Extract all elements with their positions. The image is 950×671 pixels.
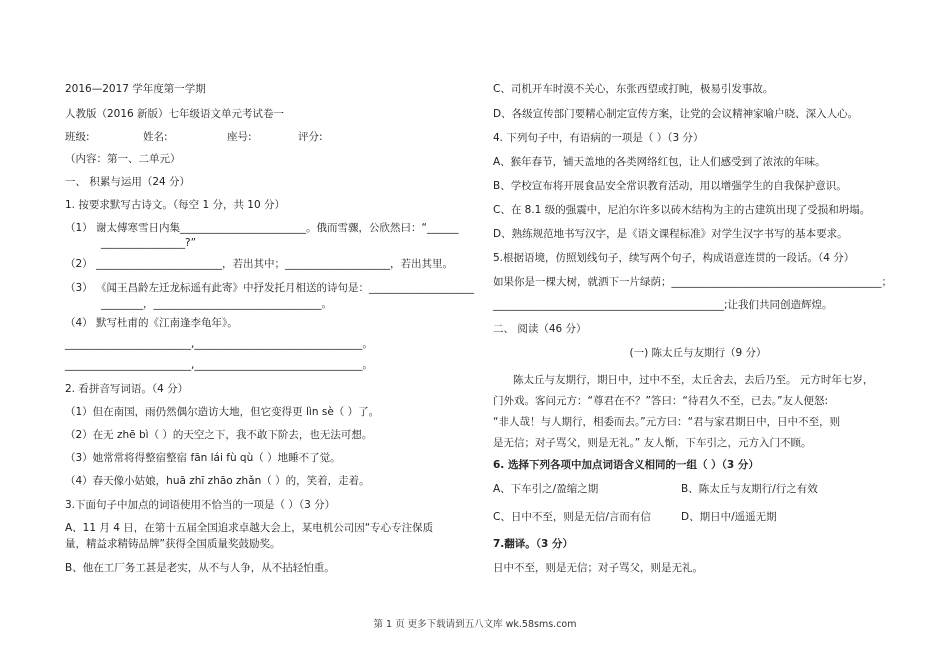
q4-option: B、学校宣布将开展食品安全常识教育活动，用以增强学生的自我保护意识。 — [493, 180, 847, 192]
q3-option: C、司机开车时漠不关心，东张西望或打盹，极易引发事故。 — [493, 83, 774, 95]
q1-title: 1. 按要求默写古诗文。（每空 1 分，共 10 分） — [65, 199, 285, 211]
score-label: 评分: — [298, 131, 323, 143]
q6-option-a: A、下车引之/盈缩之期 — [493, 483, 599, 495]
q5-line: 如果你是一棵大树，就洒下一片绿荫；________________________________________； — [493, 276, 892, 288]
q5-line: ____________________________________________;让我们共同创造辉煌。 — [493, 299, 833, 311]
section2-title: 二、 阅读（46 分） — [493, 323, 587, 335]
q4-option: C、在 8.1 级的强震中，尼泊尔许多以砖木结构为主的古建筑出现了受损和坍塌。 — [493, 204, 871, 216]
q2-item: （3）她常常将得整宿整宿 fān lái fù qù（ ）地睡不了觉。 — [65, 452, 341, 464]
section1-title: 一、 积累与运用（24 分） — [65, 176, 191, 188]
page-footer: 第 1 页 更多下载请到五八文库 wk.58sms.com — [373, 619, 577, 630]
q5-title: 5.根据语境，仿照划线句子，续写两个句子，构成语意连贯的一段话。（4 分） — [493, 252, 855, 264]
name-label: 姓名: — [143, 131, 168, 143]
school-year: 2016—2017 学年度第一学期 — [65, 83, 206, 95]
q3-title: 3.下面句子中加点的词语使用不恰当的一项是（ ）（3 分） — [65, 499, 336, 511]
q1-item: （3） 《闻王昌龄左迁龙标遥有此寄》中抒发托月相送的诗句是：____________________ — [65, 282, 475, 294]
content-scope: （内容：第一、二单元） — [65, 153, 181, 165]
passage-line: 是无信；对子骂父，则是无礼。” 友人惭，下车引之，元方入门不顾。 — [493, 437, 812, 449]
q7-text: 日中不至，则是无信；对子骂父，则是无礼。 — [493, 562, 703, 574]
q2-title: 2. 看拼音写词语。（4 分） — [65, 383, 189, 395]
q2-item: （4）春天像小姑娘，huā zhī zhāo zhǎn（ ）的，笑着，走着。 — [65, 475, 370, 487]
seat-label: 座号: — [227, 131, 252, 143]
q6-option-c: C、日中不至，则是无信/言而有信 — [493, 511, 651, 523]
q1-item: ________________?” — [101, 237, 197, 249]
q2-item: （2）在无 zhē bì（ ）的天空之下，我不敢下阶去，也无法可想。 — [65, 429, 373, 441]
q1-item: （1） 谢太傅寒雪日内集________________________。俄而雪骤，公欣然曰：“______ — [65, 222, 459, 234]
q4-option: A、猴年春节，铺天盖地的各类网络红包，让人们感受到了浓浓的年味。 — [493, 156, 826, 168]
q3-option: B、他在工厂务工甚是老实，从不与人争，从不拈轻怕重。 — [65, 562, 335, 574]
q1-item: （2） ________________________，若出其中；____________________，若出其里。 — [65, 258, 454, 270]
q2-item: （1）但在南国，雨仍然偶尔造访大地，但它变得更 lìn sè（ ）了。 — [65, 406, 380, 418]
q4-title: 4. 下列句子中，有语病的一项是（ ）（3 分） — [493, 132, 704, 144]
q3-option: A、11 月 4 日，在第十五届全国追求卓越大会上，某电机公司因“专心专注保质 — [65, 522, 434, 534]
q1-item: （4） 默写杜甫的《江南逢李龟年》。 — [65, 317, 238, 329]
passage-line: “非人哉！与人期行，相委而去。”元方曰：“君与家君期日中，日中不至，则 — [493, 416, 841, 428]
q3-option: 量，精益求精铸品牌”获得全国质量奖鼓励奖。 — [65, 538, 281, 550]
class-label: 班级: — [65, 131, 90, 143]
q1-item: ________，________________________________。 — [101, 298, 332, 310]
q4-option: D、熟练规范地书写汉字，是《语文课程标准》对学生汉字书写的基本要求。 — [493, 228, 848, 240]
q7-title: 7.翻译。（3 分） — [493, 538, 574, 550]
q3-option: D、各级宣传部门要精心制定宣传方案，让党的会议精神家喻户晓、深入人心。 — [493, 108, 859, 120]
q1-item: ________________________,________________________________。 — [65, 338, 373, 350]
passage-heading: (一) 陈太丘与友期行（9 分） — [629, 347, 767, 359]
passage-line: 陈太丘与友期行，期日中，过中不至，太丘舍去，去后乃至。 元方时年七岁， — [513, 374, 874, 386]
q6-title: 6. 选择下列各项中加点词语含义相同的一组（ ）（3 分） — [493, 459, 759, 471]
q6-option-d: D、期日中/遥遥无期 — [681, 511, 777, 523]
passage-line: 门外戏。客问元方：“尊君在不？”答曰：“待君久不至，已去。”友人便怒: — [493, 395, 829, 407]
exam-title: 人教版（2016 新版）七年级语文单元考试卷一 — [65, 108, 285, 120]
q6-option-b: B、陈太丘与友期行/行之有效 — [681, 483, 818, 495]
q1-item: ________________________,________________________________。 — [65, 359, 373, 371]
